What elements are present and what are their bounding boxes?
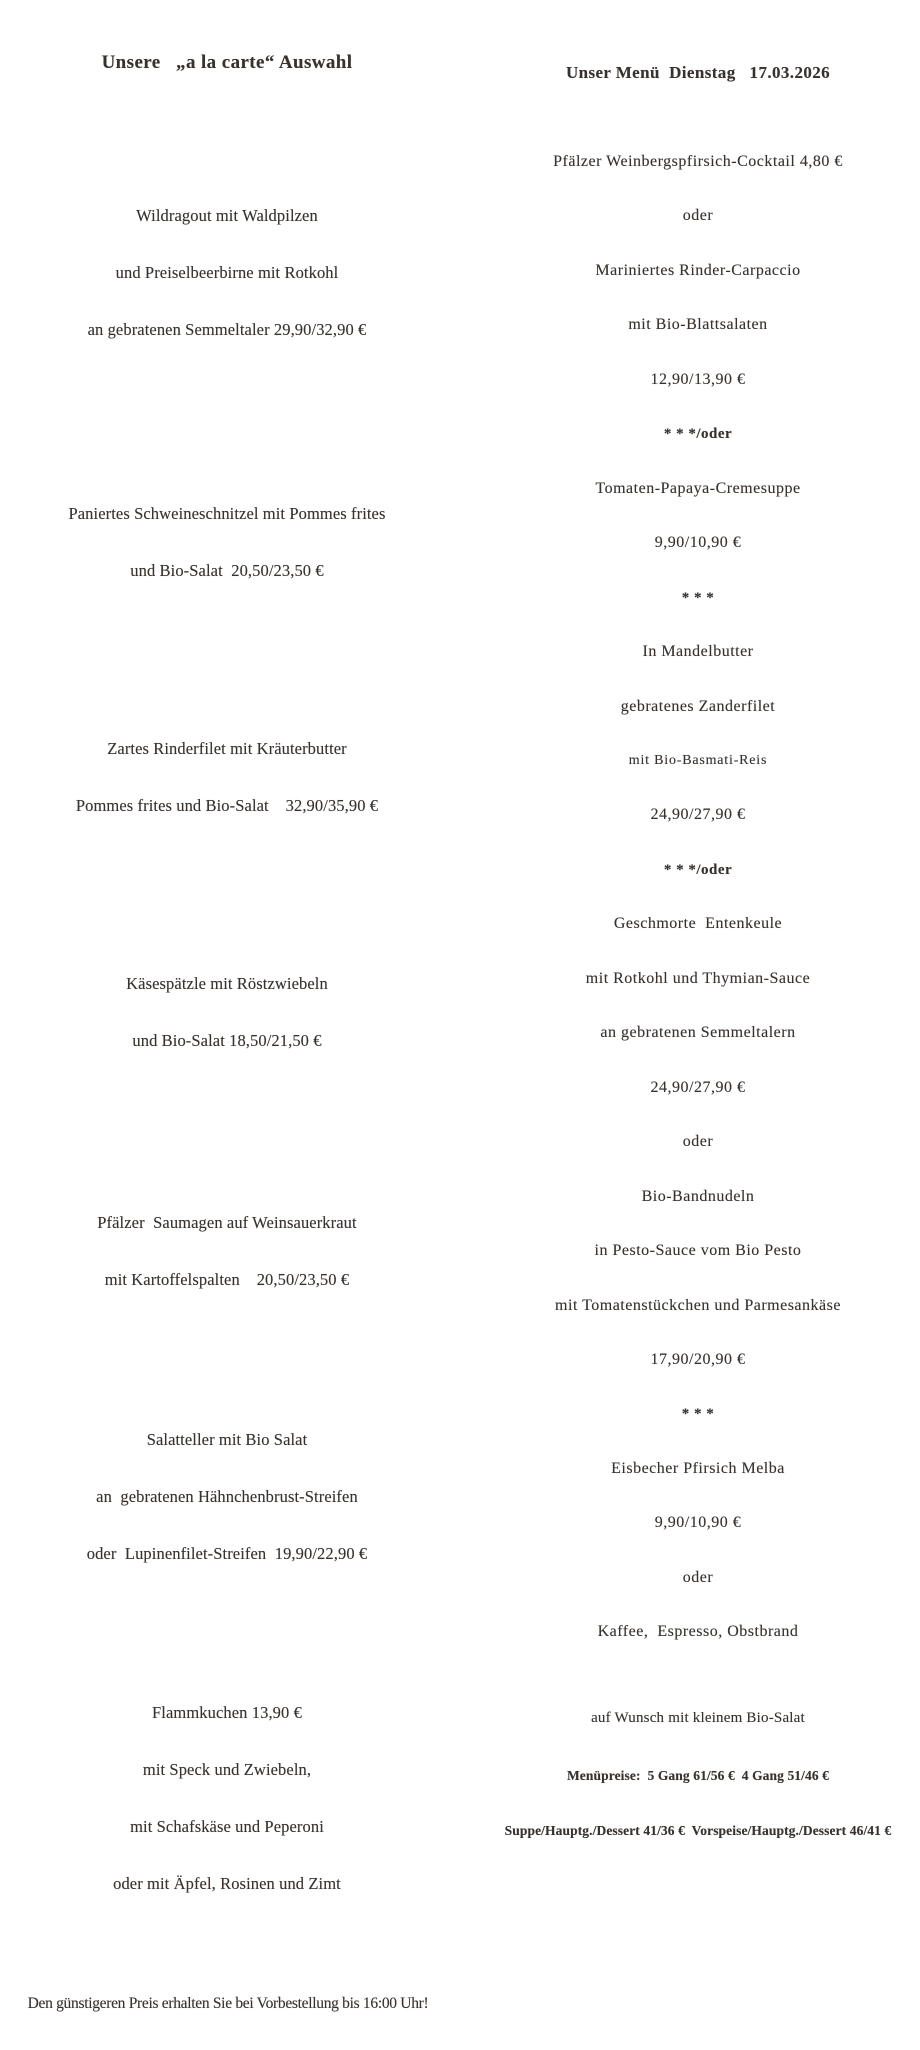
daily-menu-title: Unser Menü Dienstag 17.03.2026 (565, 63, 831, 82)
menu-line: oder (682, 207, 714, 225)
menu-item-line: mit Kartoffelspalten 20,50/23,50 € (104, 1270, 350, 1289)
menu-item-line: Wildragout mit Waldpilzen (136, 206, 318, 225)
menu-line: Geschmorte Entenkeule (613, 915, 783, 933)
menu-item-line: Flammkuchen 13,90 € (152, 1703, 302, 1722)
course-separator: * * */oder (663, 426, 733, 443)
menu-item-line: Käsespätzle mit Röstzwiebeln (126, 974, 328, 993)
menu-line: 24,90/27,90 € (650, 806, 746, 824)
menu-item-line: Paniertes Schweineschnitzel mit Pommes frites (68, 504, 386, 523)
menu-item-line: Pfälzer Saumagen auf Weinsauerkraut (97, 1213, 357, 1232)
menu-line: mit Bio-Basmati-Reis (628, 752, 768, 768)
bio-salad-note: auf Wunsch mit kleinem Bio-Salat (591, 1709, 805, 1726)
menu-line: Kaffee, Espresso, Obstbrand (597, 1623, 799, 1641)
menu-line: 24,90/27,90 € (650, 1078, 746, 1096)
menu-item-line: oder Lupinenfilet-Streifen 19,90/22,90 € (86, 1544, 368, 1563)
menu-line: 17,90/20,90 € (650, 1350, 746, 1368)
daily-menu-column (476, 24, 920, 1876)
a-la-carte-column (6, 14, 448, 2050)
menu-item-line: und Bio-Salat 20,50/23,50 € (130, 561, 324, 580)
menu-item (6, 169, 448, 376)
menu-line: in Pesto-Sauce vom Bio Pesto (594, 1242, 802, 1260)
menu-line: an gebratenen Semmeltalern (600, 1024, 796, 1042)
menu-line: mit Rotkohl und Thymian-Sauce (585, 969, 811, 987)
menu-line: oder (682, 1568, 714, 1586)
menu-item-line: an gebratenen Semmeltaler 29,90/32,90 € (87, 320, 367, 339)
menu-item (6, 467, 448, 617)
menu-line: oder (682, 1133, 714, 1151)
menu-item-line: Pommes frites und Bio-Salat 32,90/35,90 € (75, 796, 379, 815)
menu-item-line: Salatteller mit Bio Salat (146, 1430, 308, 1449)
menu-item-line: mit Schafskäse und Peperoni (130, 1817, 324, 1836)
menu-item (6, 1176, 448, 1326)
menu-line: 12,90/13,90 € (650, 370, 746, 388)
menu-line: 9,90/10,90 € (654, 534, 742, 552)
menu-line: Tomaten-Papaya-Cremesuppe (595, 479, 801, 497)
menu-line: mit Bio-Blattsalaten (628, 316, 768, 334)
menu-item (6, 702, 448, 852)
menu-line: 9,90/10,90 € (654, 1514, 742, 1532)
menu-item-line: Zartes Rinderfilet mit Kräuterbutter (107, 739, 347, 758)
menu-item (6, 1666, 448, 1930)
menu-item (6, 1393, 448, 1600)
course-separator: * * * (681, 1406, 715, 1423)
preorder-note: Den günstigeren Preis erhalten Sie bei Vorbestellung bis 16:00 Uhr! (27, 1995, 429, 2012)
menu-item-line: an gebratenen Hähnchenbrust-Streifen (96, 1487, 358, 1506)
menu-item-line: mit Speck und Zwiebeln, (142, 1760, 312, 1779)
menu-item-line: und Bio-Salat 18,50/21,50 € (132, 1031, 322, 1050)
menu-prices-line-1: Menüpreise: 5 Gang 61/56 € 4 Gang 51/46 € (566, 1767, 830, 1783)
menu-item-line: und Preiselbeerbirne mit Rotkohl (115, 263, 339, 282)
a-la-carte-title: Unsere „a la carte“ Auswahl (101, 52, 353, 73)
menu-line: Bio-Bandnudeln (641, 1187, 755, 1205)
menu-line: gebratenes Zanderfilet (620, 697, 776, 715)
menu-line: mit Tomatenstückchen und Parmesankäse (555, 1296, 841, 1314)
menu-line: Pfälzer Weinbergspfirsich-Cocktail 4,80 € (553, 153, 843, 170)
menu-item-line: oder mit Äpfel, Rosinen und Zimt (113, 1874, 341, 1893)
course-separator: * * * (681, 589, 715, 606)
menu-prices-line-2: Suppe/Hauptg./Dessert 41/36 € Vorspeise/Hauptg./Dessert 46/41 € (504, 1822, 892, 1838)
menu-item (6, 937, 448, 1087)
menu-line: In Mandelbutter (642, 643, 754, 661)
course-separator: * * */oder (663, 861, 733, 878)
menu-line: Mariniertes Rinder-Carpaccio (595, 261, 801, 279)
menu-line: Eisbecher Pfirsich Melba (611, 1459, 785, 1477)
